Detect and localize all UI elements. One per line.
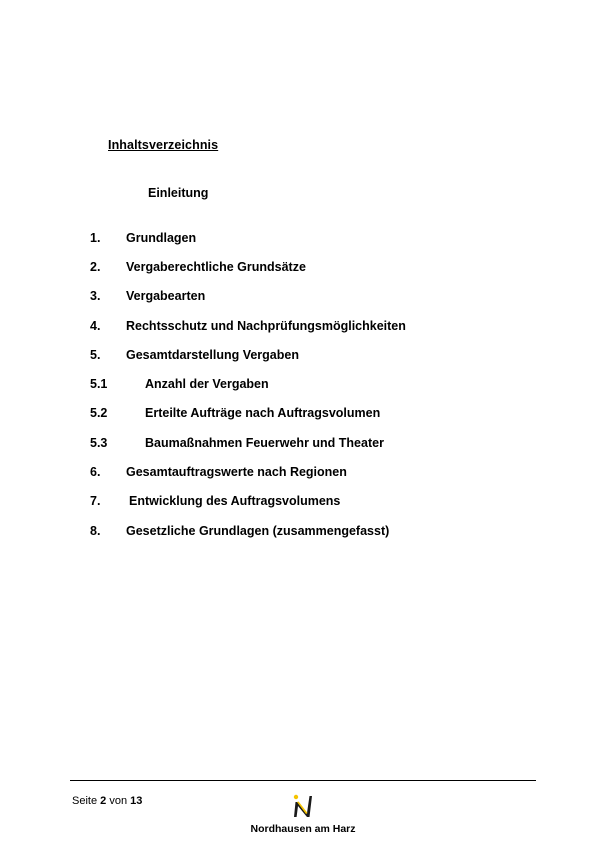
- toc-entry: [0, 319, 606, 337]
- toc-entry: [0, 524, 606, 542]
- nordhausen-n-logo-icon: [290, 793, 316, 819]
- page-number: [72, 795, 142, 807]
- toc-entry-number: 5.2: [90, 406, 108, 420]
- toc-entry-title: Grundlagen: [126, 231, 197, 245]
- toc-entry-number: 8.: [90, 524, 101, 538]
- toc-intro: Einleitung: [148, 186, 209, 200]
- toc-entry-number: 6.: [90, 465, 101, 479]
- page-number-separator: von: [109, 795, 128, 807]
- toc-entry-title: Gesamtdarstellung Vergaben: [126, 348, 299, 362]
- toc-entry-title: Erteilte Aufträge nach Auftragsvolumen: [145, 406, 381, 420]
- nordhausen-logo: [243, 793, 363, 843]
- toc-entry-number: 5.1: [90, 377, 108, 391]
- toc-entry: [0, 231, 606, 249]
- toc-entry: [0, 465, 606, 483]
- toc-entry-title: Baumaßnahmen Feuerwehr und Theater: [145, 436, 384, 450]
- toc-heading: Inhaltsverzeichnis: [108, 138, 219, 152]
- toc-entry-number: 2.: [90, 260, 101, 274]
- page-number-current: 2: [100, 795, 107, 807]
- toc-entry-title: Vergaberechtliche Grundsätze: [126, 260, 306, 274]
- logo-wordmark: Nordhausen am Harz: [250, 823, 356, 835]
- toc-entry: [0, 494, 606, 512]
- toc-subentry: [0, 377, 606, 395]
- toc-subentry: [0, 406, 606, 424]
- toc-entry-title: Entwicklung des Auftragsvolumens: [129, 494, 341, 508]
- toc-entry-number: 4.: [90, 319, 101, 333]
- footer-divider: [70, 780, 536, 781]
- toc-entry-number: 3.: [90, 289, 101, 303]
- toc-entry-title: Vergabearten: [126, 289, 206, 303]
- toc-entry-number: 7.: [90, 494, 101, 508]
- toc-entry: [0, 260, 606, 278]
- toc-entry-title: Rechtsschutz und Nachprüfungsmöglichkeiten: [126, 319, 406, 333]
- toc-entry: [0, 289, 606, 307]
- page-number-total: 13: [130, 795, 143, 807]
- toc-entry-title: Gesamtauftragswerte nach Regionen: [126, 465, 347, 479]
- toc-entry-number: 5.: [90, 348, 101, 362]
- page-number-prefix: Seite: [72, 795, 98, 807]
- toc-entry: [0, 348, 606, 366]
- toc-entry-title: Anzahl der Vergaben: [145, 377, 269, 391]
- toc-entry-number: 5.3: [90, 436, 108, 450]
- toc-subentry: [0, 436, 606, 454]
- toc-entry-title: Gesetzliche Grundlagen (zusammengefasst): [126, 524, 390, 538]
- toc-entry-number: 1.: [90, 231, 101, 245]
